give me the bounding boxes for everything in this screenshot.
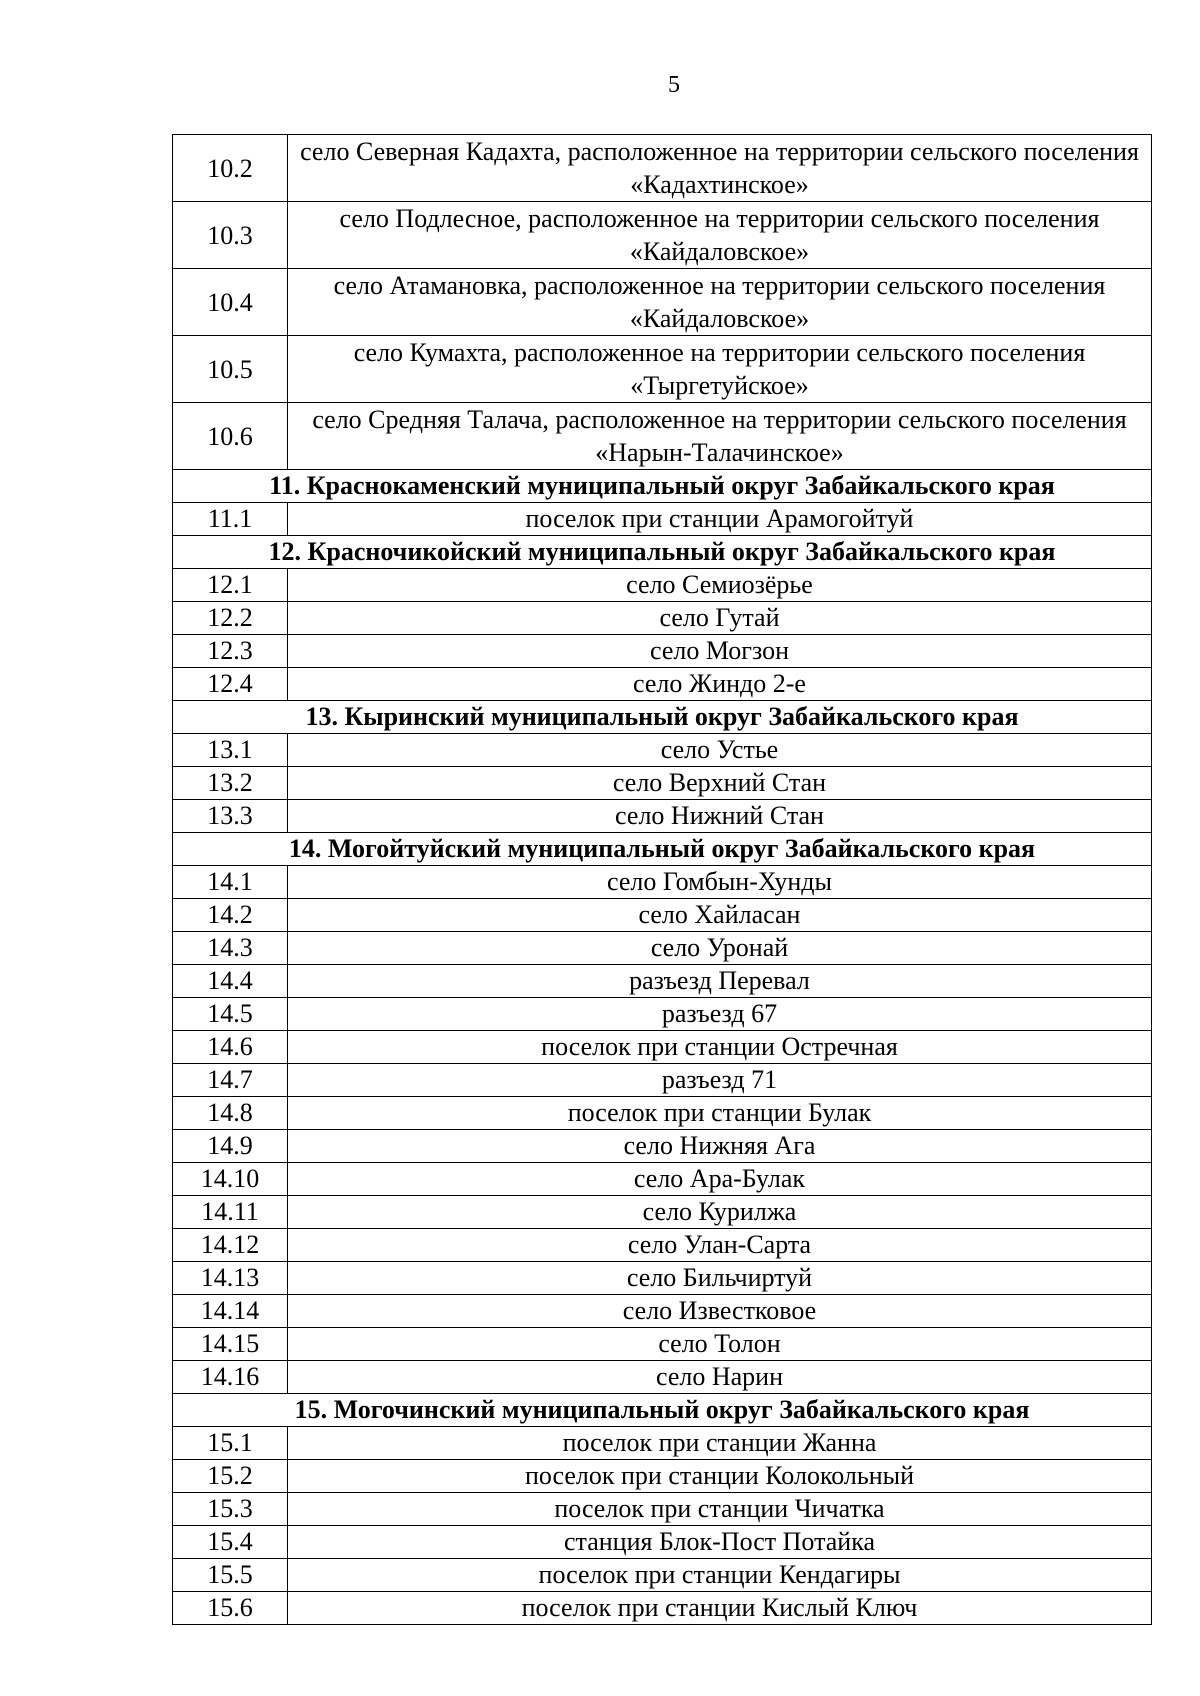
section-title: 12. Красночикойский муниципальный округ Забайкальского края bbox=[173, 536, 1152, 569]
row-number: 12.4 bbox=[173, 668, 288, 701]
section-header-row bbox=[173, 1394, 1152, 1427]
table-row bbox=[173, 1493, 1152, 1526]
row-number: 14.12 bbox=[173, 1229, 288, 1262]
table-row bbox=[173, 202, 1152, 269]
row-number: 13.2 bbox=[173, 767, 288, 800]
row-number: 15.5 bbox=[173, 1559, 288, 1592]
table-row bbox=[173, 1163, 1152, 1196]
section-title: 15. Могочинский муниципальный округ Забайкальского края bbox=[173, 1394, 1152, 1427]
row-number: 10.4 bbox=[173, 269, 288, 336]
row-number: 14.10 bbox=[173, 1163, 288, 1196]
settlement-name: село Семиозёрье bbox=[288, 569, 1152, 602]
settlement-name: село Известковое bbox=[288, 1295, 1152, 1328]
table-row bbox=[173, 1097, 1152, 1130]
table-row bbox=[173, 866, 1152, 899]
table-row bbox=[173, 503, 1152, 536]
settlement-name: село Устье bbox=[288, 734, 1152, 767]
table-row bbox=[173, 403, 1152, 470]
table-row bbox=[173, 635, 1152, 668]
table-row bbox=[173, 932, 1152, 965]
settlement-name: село Уронай bbox=[288, 932, 1152, 965]
row-number: 14.8 bbox=[173, 1097, 288, 1130]
table-row bbox=[173, 269, 1152, 336]
settlement-name: село Гутай bbox=[288, 602, 1152, 635]
row-number: 12.2 bbox=[173, 602, 288, 635]
table-row bbox=[173, 569, 1152, 602]
table-row bbox=[173, 1592, 1152, 1625]
row-number: 15.6 bbox=[173, 1592, 288, 1625]
row-number: 14.7 bbox=[173, 1064, 288, 1097]
table-row bbox=[173, 734, 1152, 767]
table-row bbox=[173, 767, 1152, 800]
row-number: 14.6 bbox=[173, 1031, 288, 1064]
row-number: 15.4 bbox=[173, 1526, 288, 1559]
row-number: 15.3 bbox=[173, 1493, 288, 1526]
row-number: 10.2 bbox=[173, 135, 288, 202]
section-header-row bbox=[173, 470, 1152, 503]
table-row bbox=[173, 899, 1152, 932]
table-row bbox=[173, 800, 1152, 833]
row-number: 14.4 bbox=[173, 965, 288, 998]
row-number: 14.5 bbox=[173, 998, 288, 1031]
table-row bbox=[173, 668, 1152, 701]
row-number: 14.9 bbox=[173, 1130, 288, 1163]
settlement-name: село Нижняя Ага bbox=[288, 1130, 1152, 1163]
table-row bbox=[173, 1262, 1152, 1295]
settlement-name: село Толон bbox=[288, 1328, 1152, 1361]
section-title: 11. Краснокаменский муниципальный округ Забайкальского края bbox=[173, 470, 1152, 503]
settlement-name: поселок при станции Кислый Ключ bbox=[288, 1592, 1152, 1625]
table-row bbox=[173, 602, 1152, 635]
table-row bbox=[173, 1460, 1152, 1493]
table-row bbox=[173, 1526, 1152, 1559]
row-number: 15.1 bbox=[173, 1427, 288, 1460]
settlement-name: разъезд 67 bbox=[288, 998, 1152, 1031]
settlement-name: село Могзон bbox=[288, 635, 1152, 668]
section-header-row bbox=[173, 833, 1152, 866]
settlement-name: станция Блок-Пост Потайка bbox=[288, 1526, 1152, 1559]
table-row bbox=[173, 336, 1152, 403]
settlement-name: село Улан-Сарта bbox=[288, 1229, 1152, 1262]
settlement-name: поселок при станции Булак bbox=[288, 1097, 1152, 1130]
settlement-name: село Кумахта, расположенное на территории сельского поселения «Тыргетуйское» bbox=[288, 336, 1152, 403]
settlement-name: разъезд Перевал bbox=[288, 965, 1152, 998]
section-header-row bbox=[173, 536, 1152, 569]
table-row bbox=[173, 1328, 1152, 1361]
settlement-name: село Хайласан bbox=[288, 899, 1152, 932]
row-number: 11.1 bbox=[173, 503, 288, 536]
settlement-name: поселок при станции Кендагиры bbox=[288, 1559, 1152, 1592]
settlement-name: село Северная Кадахта, расположенное на территории сельского поселения «Кадахтинское» bbox=[288, 135, 1152, 202]
table-row bbox=[173, 1064, 1152, 1097]
row-number: 14.2 bbox=[173, 899, 288, 932]
table-row bbox=[173, 1031, 1152, 1064]
settlement-name: село Верхний Стан bbox=[288, 767, 1152, 800]
row-number: 12.1 bbox=[173, 569, 288, 602]
settlement-name: поселок при станции Остречная bbox=[288, 1031, 1152, 1064]
page-number: 5 bbox=[668, 72, 680, 98]
settlement-name: село Бильчиртуй bbox=[288, 1262, 1152, 1295]
settlements-table bbox=[172, 134, 1152, 1625]
row-number: 15.2 bbox=[173, 1460, 288, 1493]
table-row bbox=[173, 1295, 1152, 1328]
settlement-name: поселок при станции Жанна bbox=[288, 1427, 1152, 1460]
row-number: 13.3 bbox=[173, 800, 288, 833]
row-number: 10.6 bbox=[173, 403, 288, 470]
settlement-name: поселок при станции Колокольный bbox=[288, 1460, 1152, 1493]
table-row bbox=[173, 1559, 1152, 1592]
row-number: 14.16 bbox=[173, 1361, 288, 1394]
row-number: 14.3 bbox=[173, 932, 288, 965]
settlement-name: село Ара-Булак bbox=[288, 1163, 1152, 1196]
table-row bbox=[173, 1130, 1152, 1163]
section-title: 13. Кыринский муниципальный округ Забайкальского края bbox=[173, 701, 1152, 734]
settlement-name: разъезд 71 bbox=[288, 1064, 1152, 1097]
row-number: 14.11 bbox=[173, 1196, 288, 1229]
table-row bbox=[173, 965, 1152, 998]
table-row bbox=[173, 135, 1152, 202]
settlement-name: село Жиндо 2-е bbox=[288, 668, 1152, 701]
settlement-name: поселок при станции Арамогойтуй bbox=[288, 503, 1152, 536]
settlement-name: село Нижний Стан bbox=[288, 800, 1152, 833]
table-row bbox=[173, 1427, 1152, 1460]
row-number: 13.1 bbox=[173, 734, 288, 767]
table-body bbox=[173, 135, 1152, 1625]
settlement-name: село Нарин bbox=[288, 1361, 1152, 1394]
section-title: 14. Могойтуйский муниципальный округ Забайкальского края bbox=[173, 833, 1152, 866]
row-number: 14.14 bbox=[173, 1295, 288, 1328]
settlement-name: село Атамановка, расположенное на территории сельского поселения «Кайдаловское» bbox=[288, 269, 1152, 336]
row-number: 14.1 bbox=[173, 866, 288, 899]
row-number: 10.5 bbox=[173, 336, 288, 403]
table-row bbox=[173, 1361, 1152, 1394]
row-number: 10.3 bbox=[173, 202, 288, 269]
table-row bbox=[173, 1229, 1152, 1262]
row-number: 14.15 bbox=[173, 1328, 288, 1361]
settlement-name: село Средняя Талача, расположенное на территории сельского поселения «Нарын-Талачинское» bbox=[288, 403, 1152, 470]
row-number: 14.13 bbox=[173, 1262, 288, 1295]
settlement-name: село Гомбын-Хунды bbox=[288, 866, 1152, 899]
settlement-name: село Подлесное, расположенное на территории сельского поселения «Кайдаловское» bbox=[288, 202, 1152, 269]
row-number: 12.3 bbox=[173, 635, 288, 668]
table-row bbox=[173, 998, 1152, 1031]
settlement-name: поселок при станции Чичатка bbox=[288, 1493, 1152, 1526]
settlement-name: село Курилжа bbox=[288, 1196, 1152, 1229]
table-row bbox=[173, 1196, 1152, 1229]
section-header-row bbox=[173, 701, 1152, 734]
